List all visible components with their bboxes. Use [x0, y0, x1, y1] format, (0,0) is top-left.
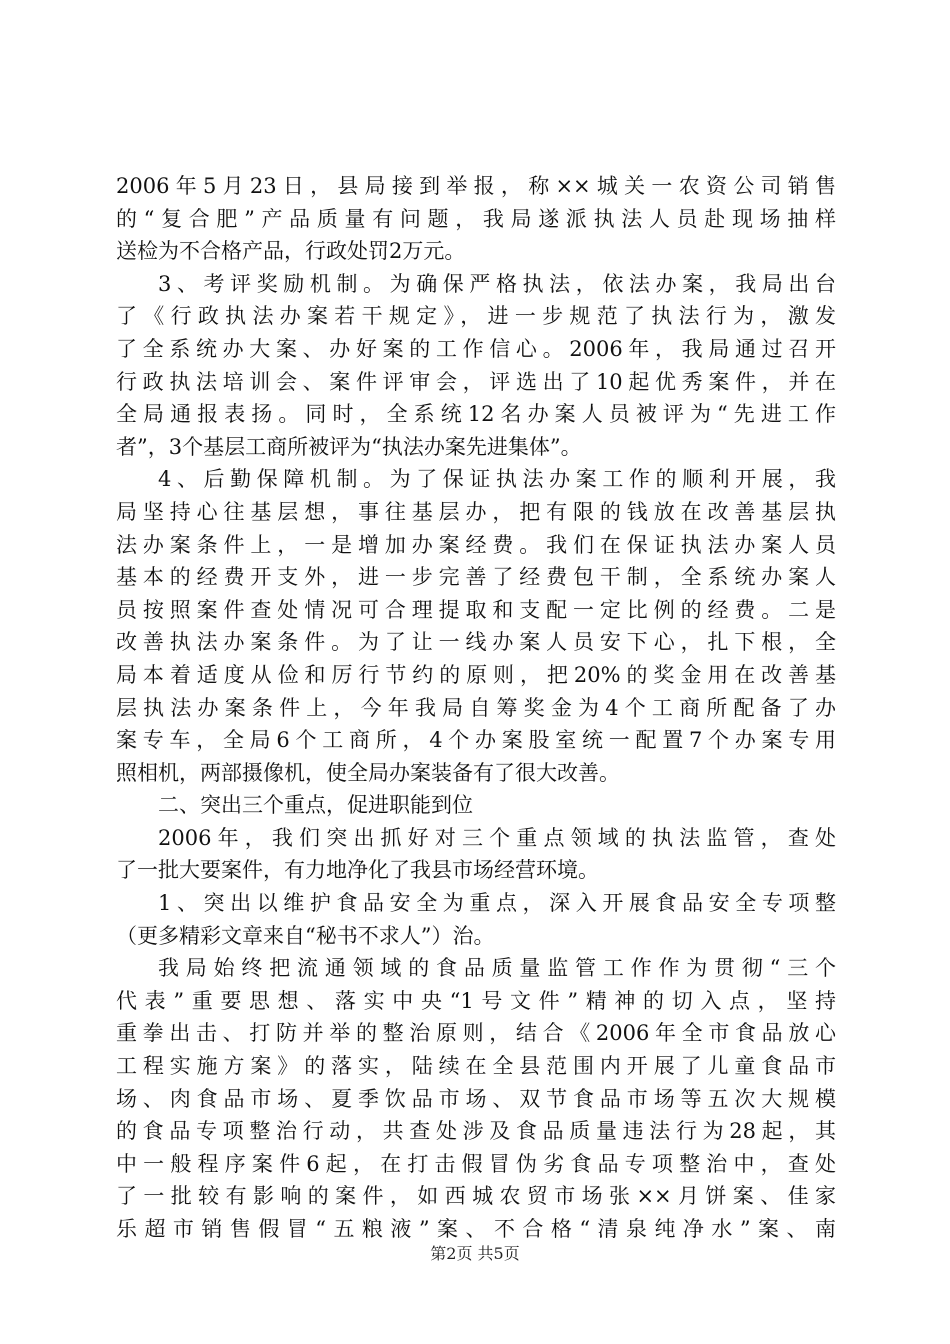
text-line: 了一批较有影响的案件，如西城农贸市场张××月饼案、佳家 [116, 1184, 836, 1209]
text-line: 层执法办案条件上，今年我局自筹奖金为4个工商所配备了办 [116, 695, 836, 720]
text-line: 行政执法培训会、案件评审会，评选出了10起优秀案件，并在 [116, 369, 836, 394]
text-line: （更多精彩文章来自“秘书不求人”）治。 [116, 923, 495, 948]
text-line: 基本的经费开支外，进一步完善了经费包干制，全系统办案人 [116, 565, 836, 590]
text-line: 的“复合肥”产品质量有问题，我局遂派执法人员赴现场抽样 [116, 206, 836, 231]
text-line: 4、后勤保障机制。为了保证执法办案工作的顺利开展，我 [158, 467, 836, 492]
text-line: 照相机，两部摄像机，使全局办案装备有了很大改善。 [116, 760, 620, 785]
text-line: 者”，3个基层工商所被评为“执法办案先进集体”。 [116, 434, 582, 459]
text-line: 中一般程序案件6起，在打击假冒伪劣食品专项整治中，查处 [116, 1151, 836, 1176]
text-line: 场、肉食品市场、夏季饮品市场、双节食品市场等五次大规模 [116, 1086, 836, 1111]
text-line: 代表”重要思想、落实中央“1号文件”精神的切入点，坚持 [116, 988, 836, 1013]
text-line: 的食品专项整治行动，共查处涉及食品质量违法行为28起，其 [116, 1119, 836, 1144]
text-line: 重拳出击、打防并举的整治原则，结合《2006年全市食品放心 [116, 1021, 836, 1046]
text-line: 了一批大要案件，有力地净化了我县市场经营环境。 [116, 858, 599, 883]
text-line: 2006年5月23日，县局接到举报，称××城关一农资公司销售 [116, 174, 836, 198]
text-line: 工程实施方案》的落实，陆续在全县范围内开展了儿童食品市 [116, 1054, 836, 1079]
page-footer: 第2页 共5页 [430, 1244, 520, 1263]
text-line: 了全系统办大案、办好案的工作信心。2006年，我局通过召开 [116, 336, 836, 361]
text-line: 法办案条件上，一是增加办案经费。我们在保证执法办案人员 [116, 532, 836, 557]
text-line: 局本着适度从俭和厉行节约的原则，把20%的奖金用在改善基 [116, 662, 836, 687]
text-line: 改善执法办案条件。为了让一线办案人员安下心，扎下根，全 [116, 630, 836, 655]
text-line: 二、突出三个重点，促进职能到位 [158, 793, 473, 818]
text-line: 案专车，全局6个工商所，4个办案股室统一配置7个办案专用 [116, 728, 836, 753]
text-line: 全局通报表扬。同时，全系统12名办案人员被评为“先进工作 [116, 402, 836, 427]
text-line: 送检为不合格产品，行政处罚2万元。 [116, 239, 466, 264]
text-line: 2006年，我们突出抓好对三个重点领域的执法监管，查处 [158, 825, 836, 850]
text-line: 我局始终把流通领域的食品质量监管工作作为贯彻“三个 [158, 956, 836, 981]
text-line: 员按照案件查处情况可合理提取和支配一定比例的经费。二是 [116, 597, 836, 622]
text-line: 了《行政执法办案若干规定》，进一步规范了执法行为，激发 [116, 304, 836, 329]
document-body [116, 170, 836, 1246]
text-line: 局坚持心往基层想，事往基层办，把有限的钱放在改善基层执 [116, 499, 836, 524]
text-line: 1、突出以维护食品安全为重点，深入开展食品安全专项整 [158, 891, 836, 916]
text-line: 乐超市销售假冒“五粮液”案、不合格“清泉纯净水”案、南 [116, 1217, 836, 1241]
text-line: 3、考评奖励机制。为确保严格执法，依法办案，我局出台 [158, 271, 836, 296]
